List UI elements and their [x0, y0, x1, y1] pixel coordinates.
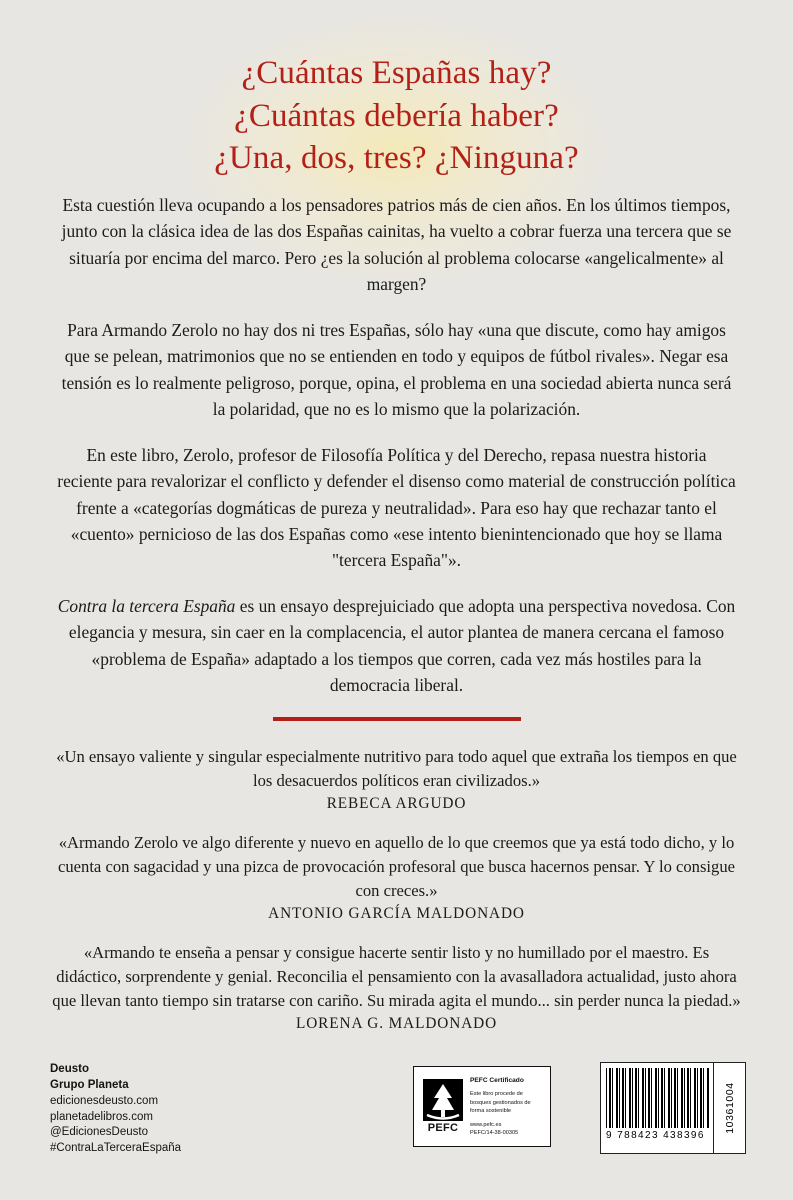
pefc-tree-icon: [423, 1079, 463, 1121]
imprint-group: Grupo Planeta: [50, 1078, 129, 1091]
quote-text: «Armando te enseña a pensar y consigue hacerte sentir listo y no humillado por el maestro. Es didáctico, sorprendente y genial. Reconcilia el pensamiento con la avasalladora actualidad, justo ahora que llevan tanto tiempo sin tratarse con cariño. Su mirada agita el mundo... sin perder nunca la piedad.»: [52, 943, 741, 1011]
pefc-text-block: [468, 1070, 550, 1144]
imprint-website[interactable]: edicionesdeusto.com: [50, 1094, 159, 1107]
headline-line-3: ¿Una, dos, tres? ¿Ninguna?: [214, 140, 579, 177]
barcode-digits: 9 788423 438396: [606, 1130, 705, 1141]
pefc-url: www.pefc.es: [470, 1121, 502, 1128]
quote-text: «Un ensayo valiente y singular especialmente nutritivo para todo aquel que extraña los tiempos en que los desacuerdos políticos eran civilizados.»: [56, 747, 737, 791]
blurb-body: [57, 192, 736, 743]
praise-quotes: [52, 745, 741, 1051]
blurb-paragraph: Para Armando Zerolo no hay dos ni tres Españas, sólo hay «una que discute, como hay amigos que se pelean, matrimonios que no se entienden en todo y equipos de fútbol rivales». Negar esa tensión es lo realmente peligroso, porque, opina, el problema en una sociedad abierta nunca será la polaridad, que no es lo mismo que la polarización.: [61, 319, 732, 420]
quote-author: LORENA G. MALDONADO: [295, 1015, 498, 1033]
blurb-final-rest: es un ensayo desprejuiciado que adopta una perspectiva novedosa. Con elegancia y mesura, sin caer en la complacencia, el autor plantea de manera cercana el famoso «problema de España» adaptado a los tiempos que corren, cada vez más hostiles para la democracia liberal.: [68, 595, 736, 696]
imprint-website-secondary[interactable]: planetadelibros.com: [50, 1110, 153, 1123]
blurb-paragraph-final: [57, 593, 736, 699]
pefc-certification-badge: [413, 1066, 551, 1147]
pefc-code: PEFC/14-38-00305: [470, 1130, 519, 1137]
quote-author: REBECA ARGUDO: [326, 795, 467, 813]
barcode-side-code-text: 10361004: [723, 1082, 736, 1134]
imprint-hashtag[interactable]: #ContraLaTerceraEspaña: [50, 1142, 182, 1155]
barcode-side-code: [713, 1063, 745, 1153]
section-divider: [273, 717, 521, 721]
quote-item: [52, 831, 741, 923]
quote-author: ANTONIO GARCÍA MALDONADO: [268, 905, 525, 923]
imprint-social-handle[interactable]: @EdicionesDeusto: [50, 1126, 148, 1139]
page-title: [0, 52, 793, 180]
pefc-logo-label: PEFC: [427, 1122, 459, 1134]
imprint-name: Deusto: [50, 1063, 89, 1075]
quote-item: [52, 941, 741, 1033]
blurb-paragraph: Esta cuestión lleva ocupando a los pensadores patrios más de cien años. En los últimos tiempos, junto con la clásica idea de las dos Españas cainitas, ha vuelto a cobrar fuerza una tercera que se situaría por encima del marco. Pero ¿es la solución al problema colocarse «angelicalmente» al margen?: [61, 195, 732, 295]
book-title-italic: Contra la tercera España: [57, 595, 236, 616]
barcode-main: [601, 1063, 713, 1153]
quote-text: «Armando Zerolo ve algo diferente y nuevo en aquello de lo que creemos que ya está todo dicho, y lo cuenta con sagacidad y una pizca de provocación profesoral que busca hacernos pensar. Y lo consigue con creces.»: [58, 833, 735, 901]
isbn-barcode: [600, 1062, 746, 1154]
quote-item: [52, 745, 741, 813]
publisher-imprint: [50, 1062, 181, 1157]
cover-footer: [0, 1052, 793, 1200]
pefc-title: PEFC Certificado: [470, 1076, 524, 1084]
pefc-body: Este libro procede de bosques gestionados de forma sostenible: [470, 1091, 531, 1115]
barcode-bars: [606, 1068, 710, 1128]
headline-line-1: ¿Cuántas Españas hay?: [241, 55, 552, 91]
headline-line-2: ¿Cuántas debería haber?: [234, 97, 559, 134]
pefc-logo: [414, 1067, 468, 1146]
blurb-paragraph: En este libro, Zerolo, profesor de Filosofía Política y del Derecho, repasa nuestra historia reciente para revalorizar el conflicto y defender el disenso como material de construcción política frente a «categorías dogmáticas de pureza y neutralidad». Para eso hay que rechazar tanto el «cuento» pernicioso de las dos Españas como «ese intento bienintencionado que hoy se llama "tercera España"».: [57, 444, 736, 571]
